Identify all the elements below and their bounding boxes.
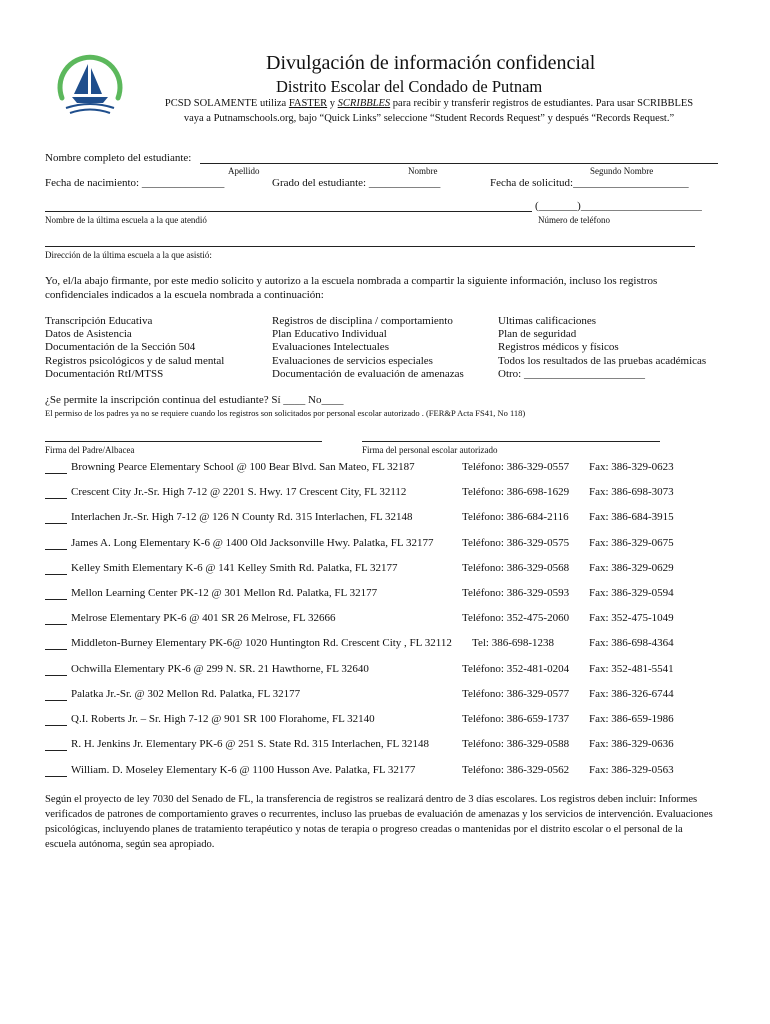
last-school-label: Nombre de la última escuela a la que atendió: [45, 215, 207, 225]
school-row[interactable]: [45, 738, 685, 752]
select-blank[interactable]: [45, 574, 67, 575]
record-item[interactable]: Documentación de evaluación de amenazas: [272, 367, 464, 380]
enrollment-question[interactable]: ¿Se permite la inscripción continua del estudiante? Sí ____ No____: [45, 394, 344, 406]
address-field[interactable]: [45, 246, 695, 247]
school-phone: Teléfono: 352-475-2060: [462, 612, 570, 624]
record-item[interactable]: Ultimas calificaciones: [498, 315, 597, 327]
intro-instructions: [164, 97, 694, 126]
record-item[interactable]: Plan Educativo Individual: [272, 328, 387, 341]
school-phone: Teléfono: 386-329-0568: [462, 562, 570, 574]
grade-field[interactable]: Grado del estudiante: _____________: [272, 177, 441, 189]
school-name: William. D. Moseley Elementary K-6 @ 1100 Husson Ave. Palatka, FL 32177: [71, 764, 416, 776]
school-phone: Teléfono: 386-684-2116: [462, 511, 569, 523]
record-item[interactable]: Documentación de la Sección 504: [45, 341, 196, 354]
full-name-field[interactable]: [200, 163, 718, 164]
school-fax: Fax: 386-329-0629: [589, 562, 674, 574]
school-name: Mellon Learning Center PK-12 @ 301 Mellon Rd. Palatka, FL 32177: [71, 587, 378, 599]
full-name-label: Nombre completo del estudiante:: [45, 152, 192, 164]
school-row[interactable]: [45, 713, 685, 727]
select-blank[interactable]: [45, 750, 67, 751]
school-fax: Fax: 386-698-4364: [589, 637, 674, 649]
record-item[interactable]: Todos los resultados de las pruebas académicas: [498, 354, 707, 367]
phone-label: Número de teléfono: [538, 215, 610, 225]
school-name: Middleton-Burney Elementary PK-6@ 1020 Huntington Rd. Crescent City , FL 32112: [71, 637, 452, 649]
school-phone: Teléfono: 386-698-1629: [462, 486, 570, 498]
legal-footer: Según el proyecto de ley 7030 del Senado de FL, la transferencia de registros se realizará dentro de 3 días escolares. Los registros deben incluir: Informes verificados de patrones de comportamiento graves o recurrentes, incluso las pruebas de evaluación de amenazas y los servicios de intervención. Evaluaciones psicológicas, incluyendo planes de tratamiento terapéutico y notas de terapia o progreso creadas o mantenidas por el distrito escolar o el personal de la escuela autónoma, según sea apropiado.: [45, 794, 713, 850]
apellido-label: Apellido: [228, 166, 260, 176]
faster-link: FASTER: [288, 98, 328, 109]
select-blank[interactable]: [45, 776, 67, 777]
select-blank[interactable]: [45, 675, 67, 676]
scribbles-link: SCRIBBLES: [337, 98, 391, 109]
record-item[interactable]: Transcripción Educativa: [45, 315, 153, 327]
document-title: Divulgación de información confidencial: [266, 52, 596, 74]
school-fax: Fax: 352-481-5541: [589, 663, 674, 675]
school-row[interactable]: [45, 511, 685, 525]
select-blank[interactable]: [45, 725, 67, 726]
record-item[interactable]: Plan de seguridad: [498, 328, 577, 341]
school-fax: Fax: 386-329-0563: [589, 764, 674, 776]
school-phone: Teléfono: 386-329-0593: [462, 587, 570, 599]
school-row[interactable]: [45, 764, 685, 778]
school-row[interactable]: [45, 688, 685, 702]
intro-and: y: [327, 98, 338, 109]
school-name: James A. Long Elementary K-6 @ 1400 Old Jacksonville Hwy. Palatka, FL 32177: [71, 537, 434, 549]
school-row[interactable]: [45, 537, 685, 551]
school-fax: Fax: 386-329-0623: [589, 461, 674, 473]
record-item[interactable]: Documentación RtI/MTSS: [45, 367, 164, 380]
school-fax: Fax: 386-326-6744: [589, 688, 674, 700]
school-row[interactable]: [45, 461, 685, 475]
school-phone: Teléfono: 386-329-0588: [462, 738, 570, 750]
record-item[interactable]: Registros psicológicos y de salud mental: [45, 354, 225, 367]
school-name: Kelley Smith Elementary K-6 @ 141 Kelley Smith Rd. Palatka, FL 32177: [71, 562, 398, 574]
staff-signature-label: Firma del personal escolar autorizado: [362, 445, 498, 455]
school-name: Melrose Elementary PK-6 @ 401 SR 26 Melrose, FL 32666: [71, 612, 336, 624]
school-row[interactable]: [45, 663, 685, 677]
school-name: Ochwilla Elementary PK-6 @ 299 N. SR. 21 Hawthorne, FL 32640: [71, 663, 369, 675]
school-fax: Fax: 386-329-0636: [589, 738, 674, 750]
school-name: Palatka Jr.-Sr. @ 302 Mellon Rd. Palatka, FL 32177: [71, 688, 301, 700]
school-name: Browning Pearce Elementary School @ 100 Bear Blvd. San Mateo, FL 32187: [71, 461, 415, 473]
school-fax: Fax: 386-684-3915: [589, 511, 674, 523]
school-fax: Fax: 386-329-0594: [589, 587, 674, 599]
school-phone: Teléfono: 352-481-0204: [462, 663, 570, 675]
request-date-field[interactable]: Fecha de solicitud:_____________________: [490, 177, 689, 189]
authorization-text: Yo, el/la abajo firmante, por este medio solicito y autorizo a la escuela nombrada a compartir la siguiente información, incluso los registros confidenciales indicados a la escuela nombrada a continuación:: [45, 275, 658, 301]
school-phone: Teléfono: 386-329-0577: [462, 688, 570, 700]
record-item[interactable]: Datos de Asistencia: [45, 328, 132, 341]
phone-field[interactable]: (_______)______________________: [535, 200, 702, 212]
records-col-3: [498, 315, 706, 381]
school-fax: Fax: 386-659-1986: [589, 713, 674, 725]
school-row[interactable]: [45, 637, 685, 651]
record-item[interactable]: Evaluaciones Intelectuales: [272, 341, 389, 354]
segundo-nombre-label: Segundo Nombre: [590, 166, 654, 176]
birth-date-field[interactable]: Fecha de nacimiento: _______________: [45, 177, 225, 189]
intro-text: PCSD SOLAMENTE utiliza: [164, 98, 289, 109]
select-blank[interactable]: [45, 649, 67, 650]
school-phone: Tel: 386-698-1238: [472, 637, 555, 649]
last-school-field[interactable]: [45, 211, 532, 212]
address-label: Dirección de la última escuela a la que asistió:: [45, 250, 212, 260]
record-item[interactable]: Evaluaciones de servicios especiales: [272, 354, 433, 367]
select-blank[interactable]: [45, 549, 67, 550]
school-fax: Fax: 386-698-3073: [589, 486, 674, 498]
record-item[interactable]: Registros de disciplina / comportamiento: [272, 315, 453, 327]
records-col-1: [45, 315, 224, 381]
records-col-2: [272, 315, 464, 381]
school-row[interactable]: [45, 486, 685, 500]
school-phone: Teléfono: 386-659-1737: [462, 713, 570, 725]
school-phone: Teléfono: 386-329-0562: [462, 764, 570, 776]
district-name: Distrito Escolar del Condado de Putnam: [276, 77, 543, 96]
intro-text-cont: para recibir y transferir registros de estudiantes. Para usar SCRIBBLES vaya a Putnamschools.org, bajo “Quick Links” seleccione “Student Records Request” y después “Records Request.”: [183, 98, 694, 124]
school-fax: Fax: 386-329-0675: [589, 537, 674, 549]
school-fax: Fax: 352-475-1049: [589, 612, 674, 624]
school-row[interactable]: [45, 587, 685, 601]
select-blank[interactable]: [45, 498, 67, 499]
school-name: Interlachen Jr.-Sr. High 7-12 @ 126 N County Rd. 315 Interlachen, FL 32148: [71, 511, 413, 523]
school-name: Crescent City Jr.-Sr. High 7-12 @ 2201 S. Hwy. 17 Crescent City, FL 32112: [71, 486, 407, 498]
select-blank[interactable]: [45, 700, 67, 701]
school-row[interactable]: [45, 612, 685, 626]
record-item[interactable]: Otro: ______________________: [498, 367, 645, 380]
school-row[interactable]: [45, 562, 685, 576]
school-name: R. H. Jenkins Jr. Elementary PK-6 @ 251 S. State Rd. 315 Interlachen, FL 32148: [71, 738, 430, 750]
district-logo: [50, 50, 130, 120]
parent-signature-label: Firma del Padre/Albacea: [45, 445, 135, 455]
select-blank[interactable]: [45, 599, 67, 600]
record-item[interactable]: Registros médicos y físicos: [498, 341, 619, 354]
school-phone: Teléfono: 386-329-0575: [462, 537, 570, 549]
select-blank[interactable]: [45, 624, 67, 625]
parent-signature-line[interactable]: [45, 441, 322, 442]
staff-signature-line[interactable]: [362, 441, 660, 442]
select-blank[interactable]: [45, 473, 67, 474]
select-blank[interactable]: [45, 523, 67, 524]
nombre-label: Nombre: [408, 166, 438, 176]
consent-note: El permiso de los padres ya no se requiere cuando los registros son solicitados por personal escolar autorizado . (FER&P Acta FS41, No 118): [45, 408, 526, 418]
school-name: Q.I. Roberts Jr. – Sr. High 7-12 @ 901 SR 100 Florahome, FL 32140: [71, 713, 375, 725]
school-phone: Teléfono: 386-329-0557: [462, 461, 570, 473]
